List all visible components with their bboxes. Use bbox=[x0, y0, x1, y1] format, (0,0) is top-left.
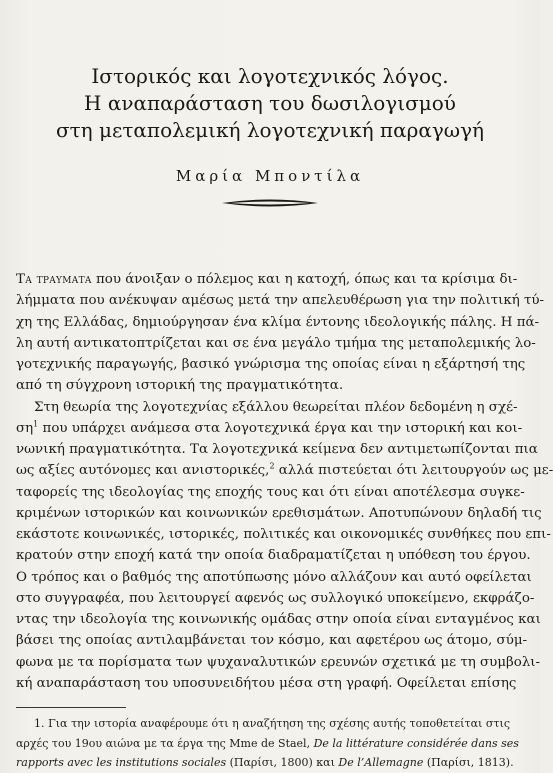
author-name: Μαρία Μποντίλα bbox=[175, 167, 365, 185]
paragraph-2-line: στο συγγραφέα, που λειτουργεί αφενός ως συλλογικό υποκείμενο, εκφράζο- bbox=[16, 590, 535, 606]
footnote-line: αρχές του 19ου αιώνα με τα έργα της Mme de Stael, De la littérature considérée dans ses bbox=[16, 736, 519, 750]
ornament-divider bbox=[220, 196, 320, 210]
paragraph-2-line: βάσει της οποίας αντιλαμβάνεται τον κόσμο, και αφετέρου ως άτομο, σύμ- bbox=[16, 633, 528, 649]
chapter-title-line-3: στη μεταπολεμική λογοτεχνική παραγωγή bbox=[55, 118, 485, 142]
chapter-title-line-1: Ιστορικός και λογοτεχνικός λόγος. bbox=[91, 64, 449, 88]
paragraph-2-line: κή αναπαράσταση του υποσυνειδήτου μέσα στη γραφή. Οφείλεται επίσης bbox=[16, 675, 517, 691]
paragraph-2-line: κρατούν στην εποχή κατά την οποία διαδραματίζεται η υπόθεση του έργου. bbox=[16, 548, 531, 564]
footnote-ref-2[interactable]: 2 bbox=[269, 461, 275, 471]
paragraph-2-line: ταφορείς της ιδεολογίας της εποχής τους και ότι είναι αποτέλεσμα συγκε- bbox=[16, 484, 525, 500]
paragraph-1-line: λήμματα που ανέκυψαν αμέσως μετά την απελευθέρωση για την πολιτική τύ- bbox=[16, 293, 545, 309]
paragraph-2-line: Στη θεωρία της λογοτεχνίας εξάλλου θεωρείται πλέον δεδομένη η σχέ- bbox=[34, 399, 518, 415]
footnote-line: rapports avec les institutions sociales (Παρίσι, 1800) και De l’Allemagne (Παρίσι, 1813). bbox=[16, 756, 514, 769]
paragraph-2-line: νωνική πραγματικότητα. Τα λογοτεχνικά κείμενα δεν αντιμετωπίζονται πια bbox=[16, 442, 538, 457]
paragraph-1-line: γοτεχνικής παραγωγής, βασικό γνώρισμα της οποίας είναι η εξάρτησή της bbox=[16, 357, 526, 372]
paragraph-1-line: λη αυτή αντικατοπτρίζεται και σε ένα μεγάλο τμήμα της μεταπολεμικής λο- bbox=[16, 335, 536, 351]
footnote-separator bbox=[16, 707, 126, 708]
paragraph-2-line: φωνα με τα πορίσματα των ψυχαναλυτικών ερευνών σχετικά με τη συμβολι- bbox=[16, 654, 541, 670]
paragraph-2-line: ως αξίες αυτόνομες και ανιστορικές,$^2$ αλλά πιστεύεται ότι λειτουργούν ως με- bbox=[16, 461, 553, 479]
paragraph-2-line: κριμένων ιστορικών και κοινωνικών ερεθισμάτων. Αποτυπώνουν δηλαδή τις bbox=[16, 505, 542, 521]
footnote-ref-1[interactable]: 1 bbox=[33, 419, 39, 429]
paragraph-2-line: $\sigma\eta^1$ που υπάρχει ανάμεσα στα λογοτεχνικά έργα και την ιστορική και κοι- bbox=[16, 419, 523, 436]
paragraph-2-line: εκάστοτε κοινωνικές, ιστορικές, πολιτικές και οικονομικές συνθήκες που επι- bbox=[16, 527, 551, 542]
paragraph-1-line: χη της Ελλάδας, δημιούργησαν ένα κλίμα έντονης ιδεολογικής πάλης. Η πά- bbox=[16, 314, 540, 330]
paragraph-2-line: Ο τρόπος και ο βαθμός της αποτύπωσης μόνο αλλάζουν και αυτό οφείλεται bbox=[16, 569, 532, 585]
main-text bbox=[16, 269, 553, 694]
chapter-title-line-2: Η αναπαράσταση του δωσιλογισμού bbox=[84, 91, 456, 115]
footnote-1 bbox=[16, 714, 519, 773]
paragraph-lead-in: Τα τραυματα bbox=[16, 272, 92, 287]
paragraph-1-line: Τα τραυματα που άνοιξαν ο πόλεμος και η κατοχή, όπως και τα κρίσιμα δι- bbox=[16, 272, 518, 287]
paragraph-2-line: ντας την ιδεολογία της κοινωνικής ομάδας στην οποία είναι ενταγμένος και bbox=[16, 612, 541, 627]
footnote-line: 1. Για την ιστορία αναφέρουμε ότι η αναζήτηση της σχέσης αυτής τοποθετείται στις bbox=[34, 717, 510, 730]
paragraph-1-line: από τη σύγχρονη ιστορική της πραγματικότητα. bbox=[16, 378, 344, 394]
